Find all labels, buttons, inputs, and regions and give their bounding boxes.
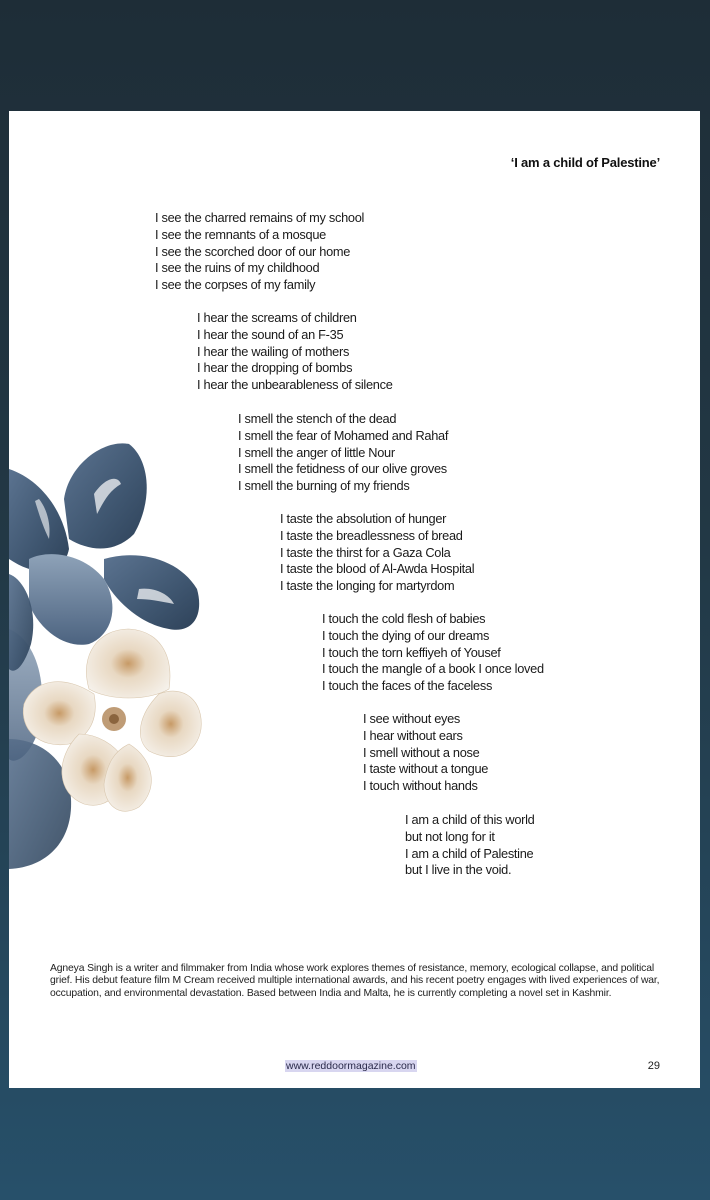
poem-line: I smell the stench of the dead	[238, 411, 397, 426]
poem-line: I smell the fetidness of our olive groves	[238, 461, 447, 477]
poem-line: I touch the mangle of a book I once loved	[322, 661, 544, 677]
poem-line: but I live in the void.	[405, 862, 512, 878]
poem-line: I smell without a nose	[363, 744, 480, 760]
poem-line: I hear the screams of children	[197, 310, 357, 325]
poem-line: I am a child of Palestine	[405, 845, 534, 861]
poem-line: I touch the dying of our dreams	[322, 627, 490, 643]
poem-line: I touch the cold flesh of babies	[322, 611, 486, 626]
stanza-without	[363, 711, 488, 795]
page-number: 29	[647, 1060, 660, 1072]
poem-line: I smell the burning of my friends	[238, 478, 410, 494]
stanza-hear	[197, 310, 393, 394]
stanza-smell	[238, 411, 448, 495]
poem-line: I see without eyes	[363, 711, 461, 726]
poem-line: I hear the sound of an F-35	[197, 326, 344, 342]
poem-line: I hear the wailing of mothers	[197, 343, 350, 359]
poem-line: I see the remnants of a mosque	[155, 226, 326, 242]
poem-line: I touch the torn keffiyeh of Yousef	[322, 644, 501, 660]
poem-title: ‘I am a child of Palestine’	[510, 155, 660, 170]
poem-line: I taste the longing for martyrdom	[280, 578, 455, 594]
poem-line: I hear the unbearableness of silence	[197, 377, 393, 393]
watercolor-flower-illustration	[9, 439, 209, 871]
poem-line: I touch the faces of the faceless	[322, 678, 493, 694]
poem-line: I smell the fear of Mohamed and Rahaf	[238, 427, 449, 443]
poem-line: but not long for it	[405, 828, 495, 844]
poem-line: I taste the thirst for a Gaza Cola	[280, 544, 451, 560]
stanza-see	[155, 210, 364, 294]
poem-line: I smell the anger of little Nour	[238, 444, 395, 460]
stanza-touch	[322, 611, 544, 695]
poem-line: I taste the breadlessness of bread	[280, 527, 463, 543]
poem-line: I am a child of this world	[405, 812, 535, 827]
poem-line: I hear the dropping of bombs	[197, 360, 353, 376]
footer-website-link[interactable]: www.reddoormagazine.com	[286, 1060, 416, 1072]
poem-line: I see the corpses of my family	[155, 277, 316, 293]
poem-line: I taste the absolution of hunger	[280, 511, 447, 526]
poem-line: I taste without a tongue	[363, 761, 489, 777]
poem-line: I see the ruins of my childhood	[155, 260, 320, 276]
poem-line: I touch without hands	[363, 778, 478, 794]
poem-line: I see the charred remains of my school	[155, 210, 365, 225]
poem-line: I taste the blood of Al-Awda Hospital	[280, 561, 475, 577]
stanza-closing	[405, 812, 534, 879]
author-bio: Agneya Singh is a writer and filmmaker from India whose work explores themes of resistance, memory, ecological collapse, and political grief. His debut feature film M Cream received multiple international awards, and his recent poetry engages with lived experiences of war, occupation, and environmental devastation. Based between India and Malta, he is currently completing a novel set in Kashmir.	[50, 963, 660, 999]
stanza-taste	[280, 511, 474, 595]
blue-petal	[29, 554, 112, 645]
magazine-page	[9, 111, 700, 1088]
poem-line: I hear without ears	[363, 727, 463, 743]
poem-line: I see the scorched door of our home	[155, 243, 351, 259]
